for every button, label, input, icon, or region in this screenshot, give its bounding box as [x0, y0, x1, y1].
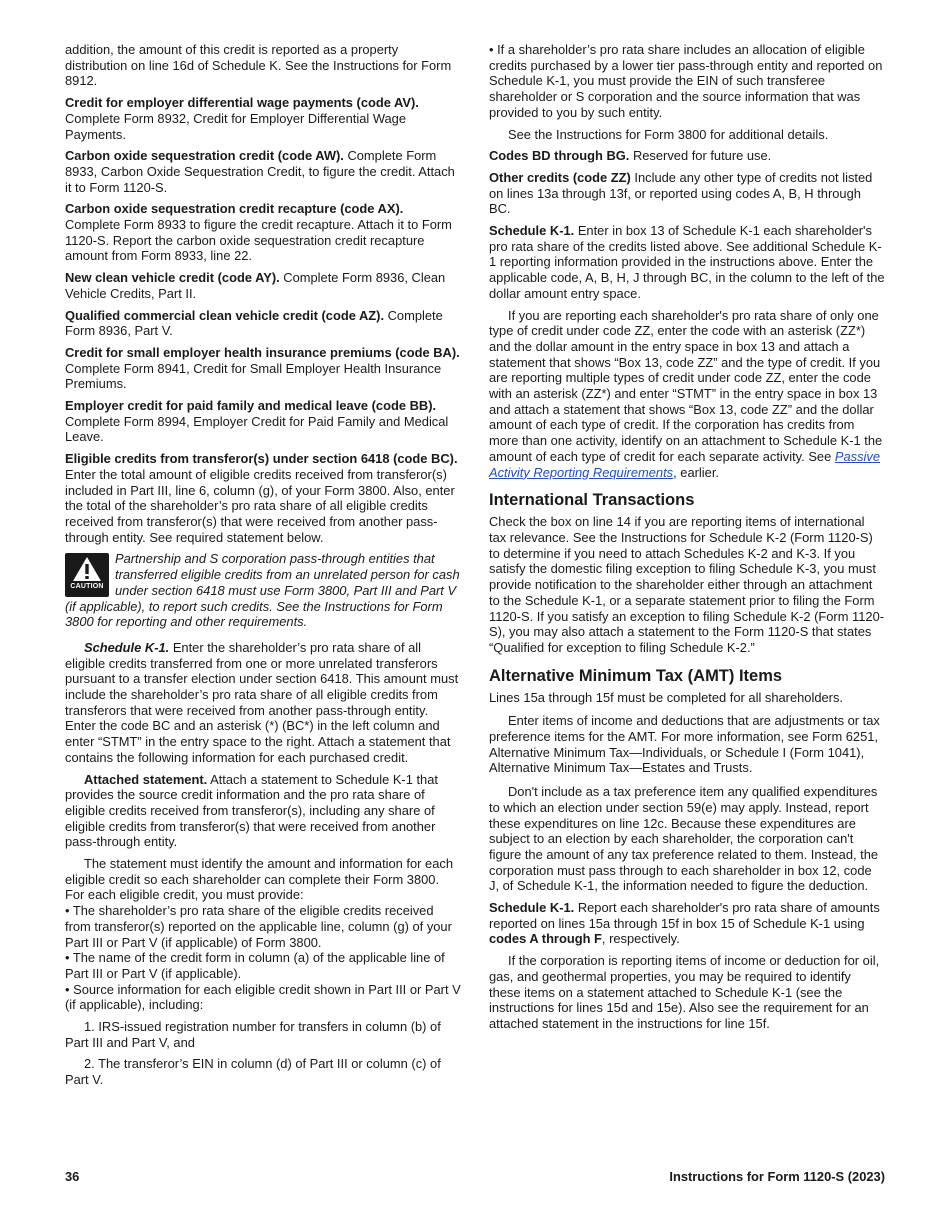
- numbered-item-1: 1. IRS-issued registration number for transfers in column (b) of Part III and Part V, and: [65, 1019, 441, 1050]
- code-az-paragraph: Qualified commercial clean vehicle credit (code AZ). Complete Form 8936, Part V.: [65, 307, 443, 339]
- code-ax-paragraph: Carbon oxide sequestration credit recapture (code AX). Complete Form 8933 to figure the credit recapture. Attach it to Form 1120-S. Report the carbon oxide sequestration credit recapture amount from Form 8933, line 22.: [65, 201, 452, 264]
- page-number: 36: [65, 1169, 80, 1184]
- amt-preference-paragraph: Don't include as a tax preference item any qualified expenditures to which an election under section 59(e) may apply. Instead, report these expenditures on line 12c. Because these expenditures are subject to an election by each shareholder, the corporation can't figure the amount of any tax preference related to them. Instead, the corporation must pass through to each shareholder in box 12, code J, of Schedule K-1, the information needed to figure the deduction.: [489, 784, 879, 894]
- caution-label: CAUTION: [70, 583, 104, 591]
- schedule-k1-box13-paragraph: Schedule K-1. Enter in box 13 of Schedule K-1 each shareholder's pro rata share of the credits listed above. See additional Schedule K-1 reporting information provided in the instructions above. Enter the applicable code, A, B, H, J through BC, in the column to the left of the dollar amount entry space.: [489, 223, 885, 301]
- numbered-item-2: 2. The transferor’s EIN in column (d) of Part III or column (c) of Part V.: [65, 1056, 441, 1088]
- statement-requirements: The statement must identify the amount and information for each eligible credit so each shareholder can complete their Form 3800. For each eligible credit, you must provide:: [65, 856, 454, 903]
- see-form-3800: See the Instructions for Form 3800 for additional details.: [508, 126, 829, 142]
- attached-statement-paragraph: Attached statement. Attach a statement to Schedule K-1 that provides the source credit information and the pro rata share of eligible credits received from transferor(s), including any share of eligible credits from transferor(s) that were received from another pass-through entity.: [65, 771, 438, 850]
- international-paragraph: Check the box on line 14 if you are reporting items of international tax relevance. See the Instructions for Schedule K-2 (Form 1120-S) to determine if you need to attach Schedules K-2 and K-3. If you satisfy the domestic filing exception to filing Schedule K-3, you must provide notification to the shareholder either through an attachment to the Schedule K-1, or a separate statement prior to filing the Form 1120-S. If you satisfy an exception to filing Schedule K-2 (Form 1120-S), you may also attach a statement to the Form 1120-S that states “Qualified for exception to filing Schedule K-2.”: [489, 514, 885, 655]
- code-av-paragraph: Credit for employer differential wage payments (code AV). Complete Form 8932, Credit for Employer Differential Wage Payments.: [65, 95, 419, 142]
- caution-icon: [65, 553, 109, 597]
- bullet-source-information: • Source information for each eligible credit shown in Part III or Part V (if applicable), including:: [65, 981, 461, 1013]
- caution-note: [65, 551, 461, 630]
- left-column: [65, 42, 461, 1094]
- schedule-k1-bc-paragraph: Schedule K-1. Enter the shareholder’s pro rata share of all eligible credits transferred from one or more unrelated transferors pursuant to a transfer election under section 6418. This amount must include the shareholder’s pro rata share of all eligible credits from transferors that were received from another pass-through entity. Enter the code BC and an asterisk (*) (BC*) in the left column and enter “STMT” in the entry space to the right. Attach a statement that contains the following information for each purchased credit.: [65, 639, 459, 765]
- code-zz-reporting-paragraph: If you are reporting each shareholder's pro rata share of only one type of credit under code ZZ, enter the code with an asterisk (ZZ*) and the dollar amount in the entry space in box 13 and attach a statement that shows “Box 13, code ZZ” and the type of credit. If you are reporting multiple types of credit under code ZZ, enter the code with an asterisk (ZZ*) and enter “STMT” in the entry space in box 13 and attach a statement that shows “Box 13, code ZZ” and the dollar amount of each type of credit. If the corporation has credits from more than one activity, identify on an attachment to Schedule K-1 the amount of each type of credit for each separate activity. See Passive Activity Reporting Requirements, earlier.: [489, 307, 883, 480]
- heading-amt-items: Alternative Minimum Tax (AMT) Items: [489, 666, 783, 685]
- warning-triangle-icon: [72, 556, 102, 582]
- amt-lines-paragraph: Lines 15a through 15f must be completed for all shareholders.: [489, 689, 843, 705]
- schedule-k1-box15-paragraph: Schedule K-1. Report each shareholder's pro rata share of amounts reported on lines 15a through 15f in box 15 of Schedule K-1 using codes A through F, respectively.: [489, 900, 880, 947]
- code-ba-paragraph: Credit for small employer health insurance premiums (code BA). Complete Form 8941, Credit for Small Employer Health Insurance Premiums.: [65, 344, 460, 392]
- amt-adjustments-paragraph: Enter items of income and deductions that are adjustments or tax preference items for the AMT. For more information, see Form 6251, Alternative Minimum Tax—Individuals, or Schedule I (Form 1041), Alternative Minimum Tax—Estates and Trusts.: [489, 713, 880, 776]
- code-bb-paragraph: Employer credit for paid family and medical leave (code BB). Complete Form 8994, Employer Credit for Paid Family and Medical Leave.: [65, 398, 449, 445]
- caution-text: Partnership and S corporation pass-through entities that transferred eligible credits from an unrelated person for cash under section 6418 must use Form 3800, Part III and Part V (if applicable), to report such credits. See the Instructions for Form 3800 for reporting and other requirements.: [65, 551, 460, 630]
- code-aw-paragraph: Carbon oxide sequestration credit (code AW). Complete Form 8933, Carbon Oxide Sequestration Credit, to figure the credit. Attach it to Form 1120-S.: [65, 148, 455, 195]
- bullet-lower-tier-entity: • If a shareholder’s pro rata share includes an allocation of eligible credits purchased by a lower tier pass-through entity and reported on Schedule K-1, you must provide the EIN of such transferee shareholder or S corporation and the source information that was provided to you by such entity.: [489, 42, 883, 120]
- code-bc-paragraph: Eligible credits from transferor(s) under section 6418 (code BC). Enter the total amount of eligible credits received from transferor(s) included in Part III, line 6, column (g), of your Form 3800. Also, enter the total of the shareholder’s pro rata share of all eligible credits received from transferor(s) that were received from another pass-through entity. See required statement below.: [65, 451, 458, 545]
- code-zz-paragraph: Other credits (code ZZ) Include any other type of credits not listed on lines 13a through 13f, or reported using codes A, B, H through BC.: [489, 169, 873, 217]
- paragraph-form-8912: addition, the amount of this credit is reported as a property distribution on line 16d of Schedule K. See the Instructions for Form 8912.: [65, 42, 452, 89]
- bullet-pro-rata-share: • The shareholder’s pro rata share of the eligible credits received from transferor(s) reported on the applicable line, column (g) of your Part III or Part V (if applicable) of Form 3800.: [65, 903, 452, 950]
- codes-bd-bg-paragraph: Codes BD through BG. Reserved for future use.: [489, 148, 772, 164]
- right-column: [489, 42, 885, 1038]
- bullet-credit-form-name: • The name of the credit form in column (a) of the applicable line of Part III or Part V (if applicable).: [65, 950, 445, 981]
- heading-international-transactions: International Transactions: [489, 491, 695, 510]
- document-title: Instructions for Form 1120-S (2023): [669, 1169, 885, 1184]
- oil-gas-paragraph: If the corporation is reporting items of income or deduction for oil, gas, and geothermal properties, you may be required to identify these items on a statement attached to Schedule K-1 (see the instructions for lines 15d and 15e). Also see the requirement for an attached statement in the instructions for line 15f.: [489, 953, 880, 1031]
- code-ay-paragraph: New clean vehicle credit (code AY). Complete Form 8936, Clean Vehicle Credits, Part II.: [65, 270, 446, 301]
- passive-activity-link[interactable]: Passive Activity Reporting Requirements: [489, 448, 880, 480]
